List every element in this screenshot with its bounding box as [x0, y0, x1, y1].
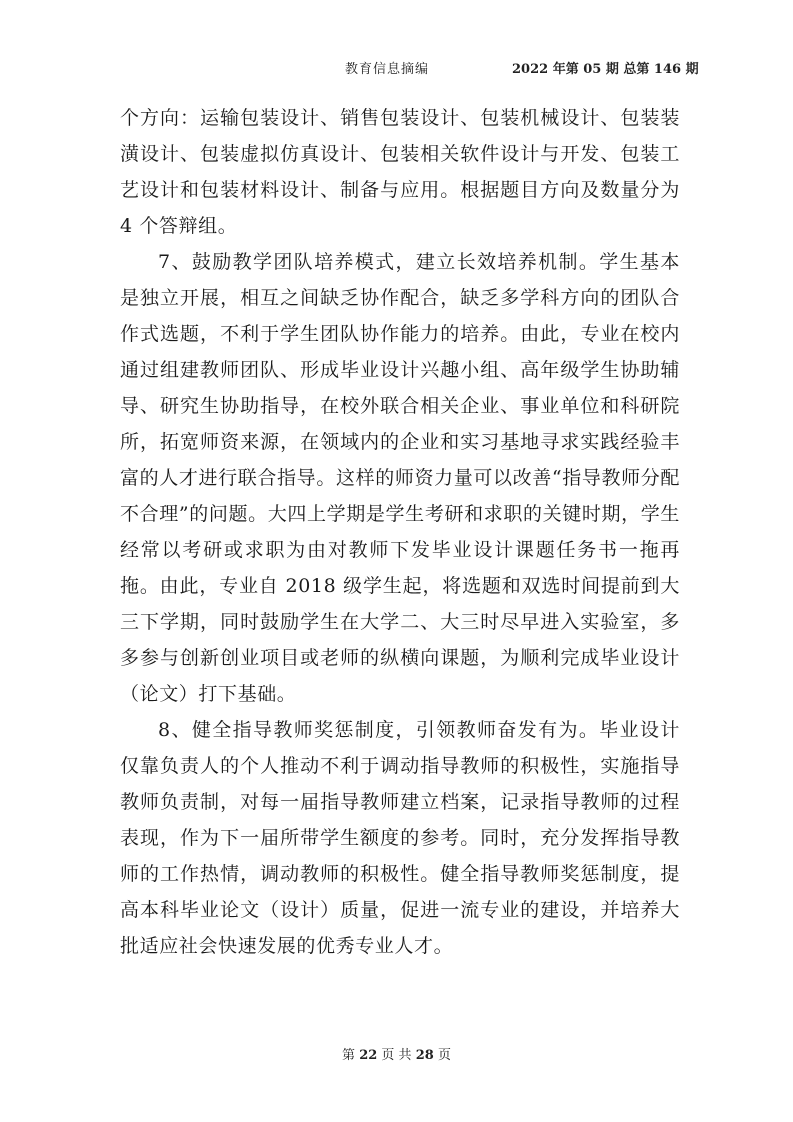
paragraph-item-7: 7、鼓励教学团队培养模式，建立长效培养机制。学生基本是独立开展，相互之间缺乏协作配合，缺乏多学科方向的团队合作式选题，不利于学生团队协作能力的培养。由此，专业在校内通过组建教师团队、形成毕业设计兴趣小组、高年级学生协助辅导、研究生协助指导，在校外联合相关企业、事业单位和科研院所，拓宽师资来源，在领域内的企业和实习基地寻求实践经验丰富的人才进行联合指导。这样的师资力量可以改善“指导教师分配不合理”的问题。大四上学期是学生考研和求职的关键时期，学生经常以考研或求职为由对教师下发毕业设计课题任务书一拖再拖。由此，专业自 2018 级学生起，将选题和双选时间提前到大三下学期，同时鼓励学生在大学二、大三时尽早进入实验室，多多参与创新创业项目或老师的纵横向课题，为顺利完成毕业设计（论文）打下基础。	[120, 251, 680, 705]
page-header	[0, 52, 793, 78]
paragraph-item-8: 8、健全指导教师奖惩制度，引领教师奋发有为。毕业设计仅靠负责人的个人推动不利于调动指导教师的积极性，实施指导教师负责制，对每一届指导教师建立档案，记录指导教师的过程表现，作为下一届所带学生额度的参考。同时，充分发挥指导教师的工作热情，调动教师的积极性。健全指导教师奖惩制度，提高本科毕业论文（设计）质量，促进一流专业的建设，并培养大批适应社会快速发展的优秀专业人才。	[120, 719, 680, 957]
paragraph-continuation: 个方向：运输包装设计、销售包装设计、包装机械设计、包装装潢设计、包装虚拟仿真设计、包装相关软件设计与开发、包装工艺设计和包装材料设计、制备与应用。根据题目方向及数量分为 4 个答辩组。	[120, 107, 680, 237]
footer-middle: 页 共	[381, 1048, 412, 1063]
page-footer	[0, 1044, 793, 1063]
total-pages: 28	[415, 1048, 434, 1063]
page-number: 22	[359, 1048, 378, 1063]
journal-title: 教育信息摘编	[345, 62, 430, 77]
footer-suffix: 页	[437, 1048, 451, 1063]
issue-number: 2022 年第 05 期 总第 146 期	[512, 62, 699, 77]
article-body	[120, 100, 680, 964]
footer-prefix: 第	[342, 1048, 356, 1063]
